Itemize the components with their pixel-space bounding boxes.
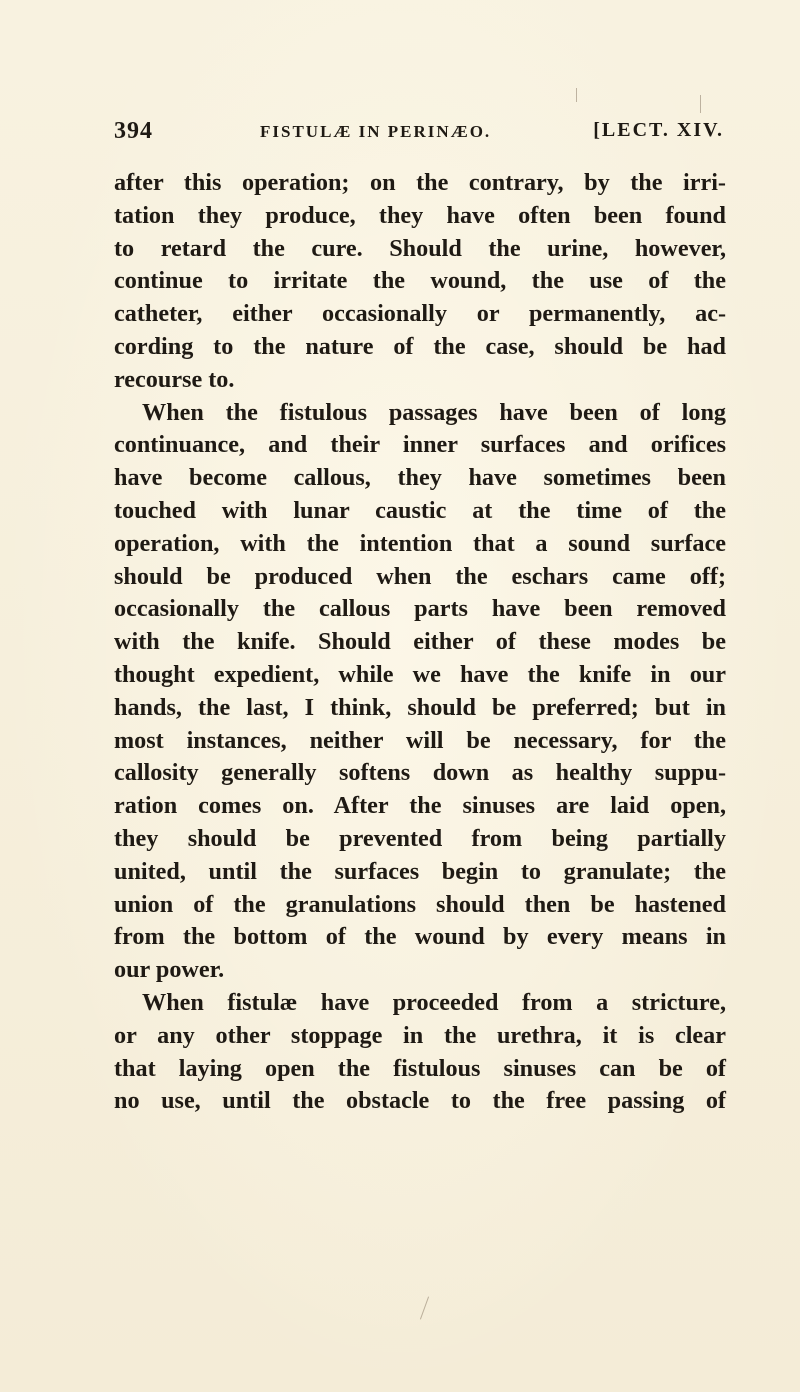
text-line: united, until the surfaces begin to granulate; the <box>114 857 726 885</box>
paper-fleck <box>700 95 701 113</box>
text-line: hands, the last, I think, should be preferred; but in <box>114 693 726 721</box>
text-line: no use, until the obstacle to the free passing of <box>114 1087 726 1115</box>
paper-fleck <box>576 88 577 102</box>
paper-fleck <box>420 1297 429 1320</box>
text-line: catheter, either occasionally or permanently, ac- <box>114 300 726 328</box>
text-line: have become callous, they have sometimes been <box>114 464 726 492</box>
text-line: they should be prevented from being partially <box>114 824 726 852</box>
text-line: touched with lunar caustic at the time of the <box>114 496 726 524</box>
body-text <box>114 167 726 1118</box>
text-line: cording to the nature of the case, should be had <box>114 332 726 360</box>
paragraph-start-line: When the fistulous passages have been of long <box>142 398 726 426</box>
paragraph-start-line: When fistulæ have proceeded from a stricture, <box>142 988 726 1016</box>
text-line: after this operation; on the contrary, by the irri- <box>114 169 726 196</box>
text-line: operation, with the intention that a sound surface <box>114 529 726 557</box>
running-title: FISTULÆ IN PERINÆO. <box>260 122 492 141</box>
text-line: union of the granulations should then be hastened <box>114 890 726 918</box>
text-line: that laying open the fistulous sinuses can be of <box>114 1054 726 1082</box>
text-line: to retard the cure. Should the urine, however, <box>114 234 726 262</box>
text-line: from the bottom of the wound by every means in <box>114 923 726 951</box>
lecture-reference: [LECT. XIV. <box>593 119 724 141</box>
text-line: or any other stoppage in the urethra, it is clear <box>114 1021 726 1049</box>
text-line: ration comes on. After the sinuses are laid open, <box>114 792 726 820</box>
text-line: callosity generally softens down as healthy suppu- <box>114 759 726 787</box>
text-line: continue to irritate the wound, the use of the <box>114 267 726 295</box>
text-line: thought expedient, while we have the knife in our <box>114 660 726 688</box>
paragraph-end-line: our power. <box>114 956 225 984</box>
running-header <box>114 118 724 148</box>
text-line: most instances, neither will be necessary, for the <box>114 726 726 754</box>
text-line: tation they produce, they have often been found <box>114 201 726 229</box>
text-line: continuance, and their inner surfaces and orifices <box>114 431 726 459</box>
text-line: with the knife. Should either of these modes be <box>114 628 726 656</box>
text-line: occasionally the callous parts have been removed <box>114 595 726 623</box>
page-number: 394 <box>114 118 153 144</box>
text-line: should be produced when the eschars came off; <box>114 562 726 590</box>
paragraph-end-line: recourse to. <box>114 365 235 393</box>
